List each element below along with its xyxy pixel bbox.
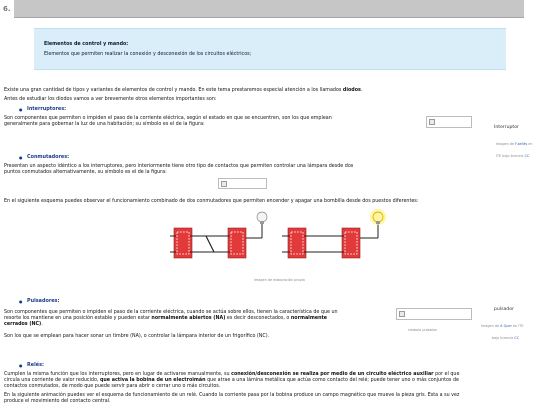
interruptores-line-1: Son componentes que permiten o impiden el paso de la corriente eléctrica, según el estado en que se encuentren, son los que emplean [4, 116, 332, 121]
definition-text: Elementos que permiten realizar la conexión y desconexión de los circuitos eléctricos; [44, 52, 252, 57]
diagram-caption: Imagen de elaboración propia [254, 278, 305, 282]
rele-line-5: produce el movimiento del contacto central. [4, 399, 111, 404]
heading-pulsadores: Pulsadores: [27, 298, 60, 304]
intro-text: Existe una gran cantidad de tipos y variantes de elementos de control y mando. En este tema prestaremos especial atención a los llamados [4, 88, 343, 93]
author-link[interactable]: A Quer [500, 324, 512, 328]
pulsadores-line-1: Son componentes que permiten o impiden el paso de la corriente eléctrica, cuando se actúa sobre ellos, tienen la característica de que un [4, 310, 338, 315]
interruptor-image-alt: Interruptor [494, 125, 519, 130]
intro-paragraph-1 [4, 88, 362, 94]
heading-rele: Relés: [27, 362, 44, 368]
bold-nc: cerrados (NC) [4, 322, 42, 327]
interruptor-image [426, 116, 472, 128]
header-band [14, 0, 524, 18]
license-link[interactable]: CC [514, 336, 520, 340]
heading-interruptores: Interruptores: [27, 106, 67, 112]
bulb-off-icon [257, 212, 267, 222]
bullet-icon: ● [19, 107, 23, 112]
pulsador-caption-1 [481, 324, 523, 328]
bold-na: normalmente abiertos (NA) [151, 316, 226, 321]
circuit-left [170, 212, 267, 258]
pulsadores-line-2 [4, 316, 327, 322]
conmutador-symbol-image [218, 178, 267, 189]
text: . [41, 322, 43, 327]
caption-text: Imagen de [481, 324, 501, 328]
bold-normalmente: normalmente [290, 316, 328, 321]
bold-conexion: conexión/desconexión se realiza por medio de un circuito eléctrico auxiliar [231, 372, 434, 377]
pulsadores-line-4: Son los que se emplean para hacer sonar un timbre (NA), o controlar la lámpara interior de un frigorífico (NC). [4, 334, 270, 339]
two-way-switch-diagram [170, 208, 390, 270]
text: circula una corriente de valor reducido, [4, 378, 100, 383]
bullet-icon: ● [19, 363, 23, 368]
heading-conmutadores: Conmutadores: [27, 154, 70, 160]
bulb-base [260, 221, 264, 224]
interruptores-line-2: generalmente para gobernar la luz de una habitación; su símbolo es el de la figura: [4, 122, 205, 127]
switch-lever [206, 236, 214, 252]
caption-text: en ITE [511, 324, 524, 328]
pulsador-image-alt: pulsador [494, 307, 514, 312]
page-header [0, 0, 540, 20]
bullet-icon: ● [19, 299, 23, 304]
bulb-on-icon [373, 212, 383, 222]
author-link[interactable]: F.sellés [515, 142, 528, 146]
text: que atrae a una lámina metálica que actúa como contacto del relé; puede tener uno o más conjuntos de [205, 378, 459, 383]
bulb-base [376, 221, 380, 224]
bullet-icon: ● [19, 155, 23, 160]
definition-title: Elementos de control y mando: [44, 42, 129, 47]
conmutadores-line-1: Presentan un aspecto idéntico a los interruptores, pero interiormente tiene otro tipo de contactos que permiten controlar una lámpara desde dos [4, 164, 354, 169]
caption-text: bajo licencia [492, 336, 515, 340]
intro-bold-diodos: diodos [342, 88, 361, 93]
scheme-description: En el siguiente esquema puedes observar el funcionamiento combinado de dos conmutadores que permiten encender y apagar una bombilla desde dos puestos diferentes: [4, 199, 419, 204]
circuit-right [282, 209, 386, 258]
intro-period: . [360, 88, 363, 93]
text: es decir desconectados, o [225, 316, 291, 321]
rele-line-4: En la siguiente animación puedes ver el esquema de funcionamiento de un relé. Cuando la corriente pasa por la bobina produce un campo magnético que mueve la pieza gris. Esta a su vez [4, 393, 460, 398]
pulsador-caption-2 [492, 336, 519, 340]
pulsador-image-inner: símbolo pulsador [408, 328, 438, 332]
pulsadores-line-3 [4, 322, 43, 328]
conmutadores-line-2: puntos conmutados alternativamente, su símbolo es el de la figura: [4, 170, 167, 175]
text: por el que [433, 372, 460, 377]
intro-paragraph-2: Antes de estudiar los diodos vamos a ver brevemente otros elementos importantes son: [4, 97, 217, 102]
license-link[interactable]: CC [524, 154, 530, 158]
pulsador-image [396, 308, 472, 320]
rele-line-3: contactos conmutados, de modo que puede servir para abrir o cerrar uno o más circuitos. [4, 384, 221, 389]
definition-box [34, 28, 506, 70]
text: Cumplen la misma función que los interruptores, pero en lugar de activarse manualmente, su [4, 372, 232, 377]
caption-text: ITE bajo licencia [496, 154, 525, 158]
text: resorte los mantiene en una posición estable y pueden estar [4, 316, 152, 321]
caption-text: en [527, 142, 533, 146]
section-number: 6. [3, 5, 11, 13]
interruptor-caption-2 [496, 154, 529, 158]
interruptor-caption-1 [496, 142, 533, 146]
caption-text: Imagen de [496, 142, 516, 146]
bold-bobina: que activa la bobina de un electroimán [99, 378, 206, 383]
